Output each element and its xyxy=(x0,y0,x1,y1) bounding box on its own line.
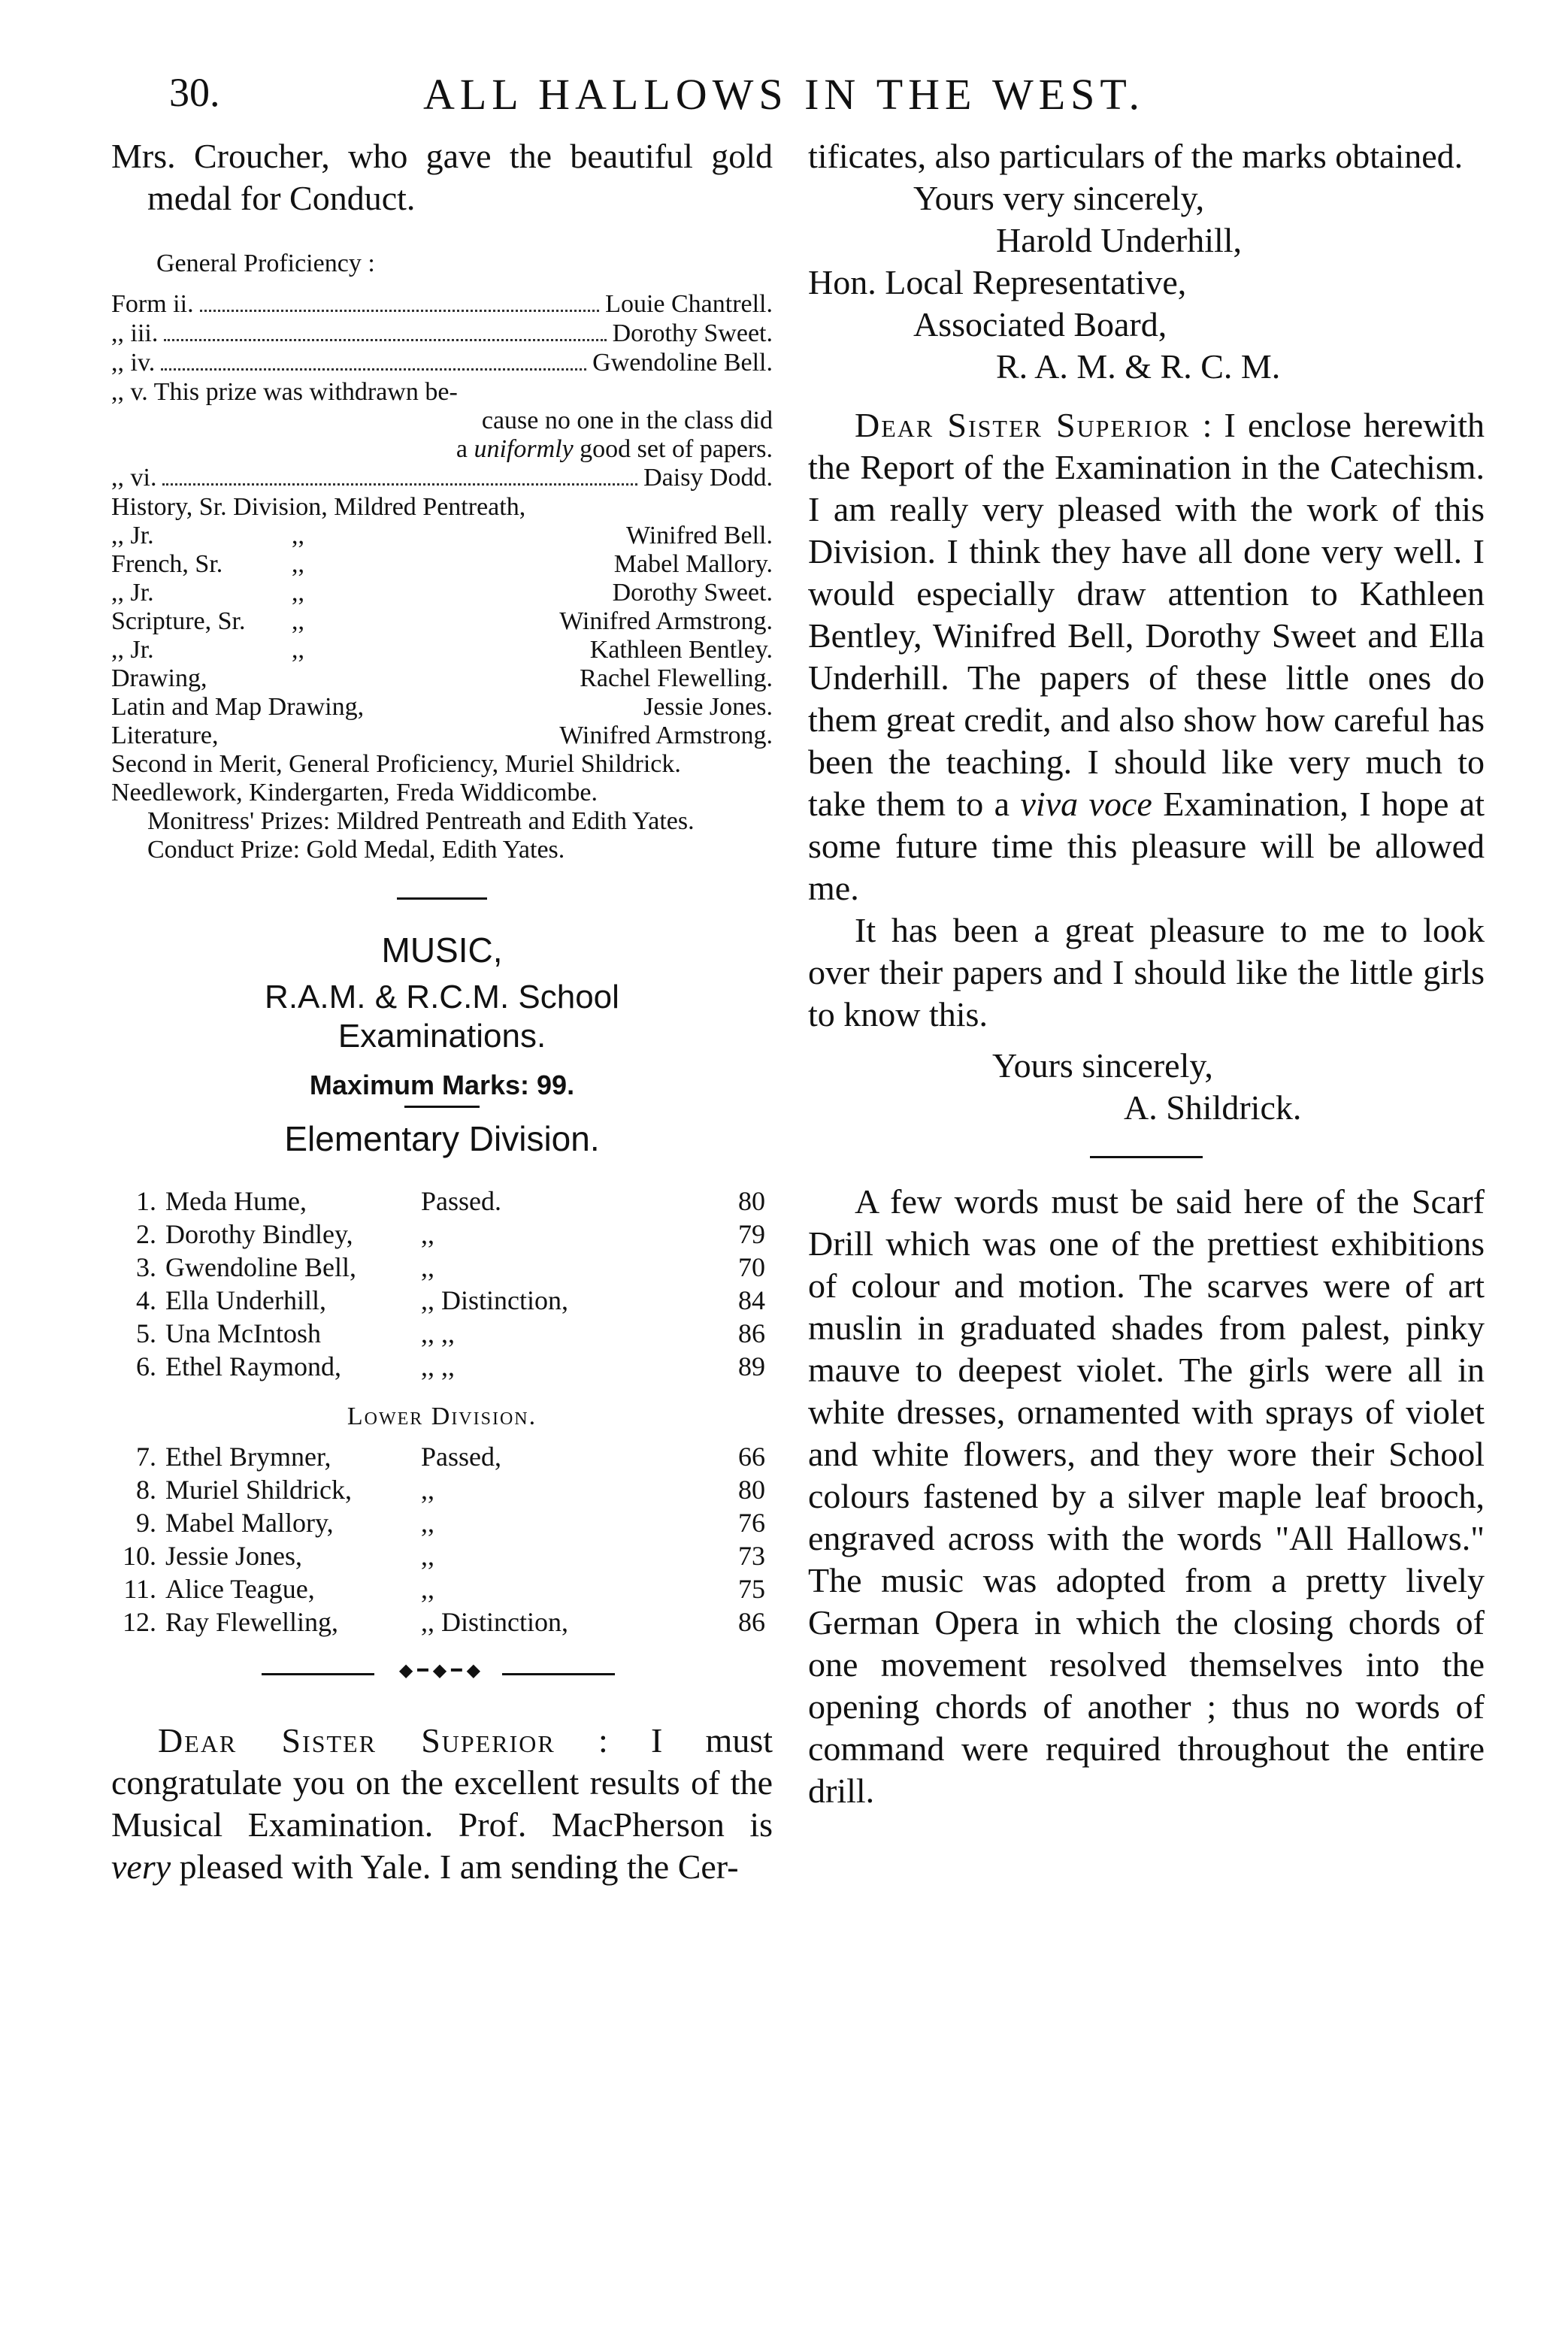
subject-row: Drawing, Rachel Flewelling. xyxy=(111,664,773,692)
subject-row: French, Sr. ,, Mabel Mallory. xyxy=(111,550,773,578)
scarf-drill-paragraph: A few words must be said here of the Scarf Drill which was one of the prettiest exhibitions of colour and motion. The scarves were of art muslin in graduated shades from palest, pinky mauve to deepest violet. The girls were all in white dresses, ornamented with sprays of violet and white flowers, and they wore their School colours fastened by a silver maple leaf brooch, engraved across with the words "All Hallows." The music was adopted from a pretty lively German Opera in which the closing chords of one movement resolved themselves into the opening chords of another ; thus no words of command were required throughout the entire drill. xyxy=(808,1182,1485,1810)
history-row: History, Sr. Division, Mildred Pentreath, xyxy=(111,493,526,521)
monitress-prizes: Monitress' Prizes: Mildred Pentreath and Edith Yates. xyxy=(147,807,695,835)
subject-row: ,, Jr. ,, Dorothy Sweet. xyxy=(111,579,773,607)
list-item: 2. Dorothy Bindley, ,, 79 xyxy=(136,1219,765,1249)
list-item: 10. Jessie Jones, ,, 73 xyxy=(123,1541,765,1571)
intro-paragraph: Mrs. Croucher, who gave the beautiful gold medal for Conduct. xyxy=(111,137,773,217)
subject-row: Scripture, Sr. ,, Winifred Armstrong. xyxy=(111,607,773,635)
subject-row: ,, Jr. ,, Kathleen Bentley. xyxy=(111,636,773,664)
divider xyxy=(397,897,487,900)
divider xyxy=(404,1106,480,1108)
second-merit: Second in Merit, General Proficiency, Muriel Shildrick. xyxy=(111,750,681,778)
prize-row: Form ii. Louie Chantrell. xyxy=(111,290,773,318)
lower-division-heading: Lower Division. xyxy=(347,1403,537,1430)
conduct-prize: Conduct Prize: Gold Medal, Edith Yates. xyxy=(147,836,565,864)
letter-paragraph: Dear Sister Superior : I must congratulate you on the excellent results of the Musical Examination. Prof. MacPherson is very pleased with Yale. I am sending the Cer- xyxy=(111,1721,773,1886)
general-proficiency-heading: General Proficiency : xyxy=(156,250,375,277)
form-v-note: ,, v. This prize was withdrawn be- cause no one in the class did a uniformly good set of papers. xyxy=(111,378,773,463)
page-header xyxy=(0,69,1568,129)
right-column xyxy=(808,135,1485,1812)
list-item: 3. Gwendoline Bell, ,, 70 xyxy=(136,1252,765,1282)
ornamental-divider xyxy=(111,1660,773,1690)
needlework: Needlework, Kindergarten, Freda Widdicombe. xyxy=(111,779,598,806)
letter-paragraph: Dear Sister Superior : I enclose herewith the Report of the Examination in the Catechism. I am really very pleased with the work of this Division. I think they have all done very well. I would especially draw attention to Kathleen Bentley, Winifred Bell, Dorothy Sweet and Ella Underhill. The papers of these little ones do them great credit, and also show how careful has been the teaching. I should like very much to take them to a viva voce Examination, I hope at some future time this pleasure will be allowed me. xyxy=(808,406,1485,907)
ornament-glyph: ◆━◆━◆ xyxy=(398,1661,486,1681)
signature-name: A. Shildrick. xyxy=(1124,1088,1302,1127)
max-marks: Maximum Marks: 99. xyxy=(309,1070,575,1100)
left-column xyxy=(111,135,773,1888)
page-number: 30. xyxy=(169,70,220,115)
prize-list xyxy=(111,290,773,864)
subject-row: Literature, Winifred Armstrong. xyxy=(111,722,773,749)
continued-paragraph: tificates, also particulars of the marks obtained. xyxy=(808,137,1464,175)
list-item: 12. Ray Flewelling, ,, Distinction, 86 xyxy=(123,1607,765,1637)
subject-row: ,, Jr. ,, Winifred Bell. xyxy=(111,522,773,549)
list-item: 8. Muriel Shildrick, ,, 80 xyxy=(136,1475,765,1505)
subject-row: Latin and Map Drawing, Jessie Jones. xyxy=(111,693,773,721)
list-item: 11. Alice Teague, ,, 75 xyxy=(123,1574,765,1604)
divider xyxy=(1090,1156,1203,1158)
signature-title: Hon. Local Representative, xyxy=(808,263,1187,301)
closing: Yours sincerely, xyxy=(992,1046,1213,1085)
prize-row: ,, vi. Daisy Dodd. xyxy=(111,464,773,492)
list-item: 9. Mabel Mallory, ,, 76 xyxy=(136,1508,765,1538)
prize-row: ,, iii. Dorothy Sweet. xyxy=(111,319,773,347)
lower-list xyxy=(111,1440,773,1639)
signature-title: Associated Board, xyxy=(913,305,1167,343)
ram-heading: R.A.M. & R.C.M. School Examinations. xyxy=(265,979,619,1055)
elementary-heading: Elementary Division. xyxy=(284,1119,600,1158)
running-title: ALL HALLOWS IN THE WEST. xyxy=(422,70,1145,119)
signature-title: R. A. M. & R. C. M. xyxy=(996,347,1281,386)
list-item: 7. Ethel Brymner, Passed, 66 xyxy=(136,1442,765,1472)
list-item: 5. Una McIntosh ,, ,, 86 xyxy=(136,1318,765,1348)
list-item: 6. Ethel Raymond, ,, ,, 89 xyxy=(136,1351,765,1381)
prize-row: ,, iv. Gwendoline Bell. xyxy=(111,349,773,377)
list-item: 1. Meda Hume, Passed. 80 xyxy=(136,1186,765,1216)
elementary-list xyxy=(111,1185,773,1383)
signature-name: Harold Underhill, xyxy=(996,221,1243,259)
list-item: 4. Ella Underhill, ,, Distinction, 84 xyxy=(136,1285,765,1315)
closing: Yours very sincerely, xyxy=(913,179,1205,217)
music-heading: MUSIC, xyxy=(381,930,503,970)
letter-paragraph: It has been a great pleasure to me to look over their papers and I should like the little girls to know this. xyxy=(808,911,1485,1033)
